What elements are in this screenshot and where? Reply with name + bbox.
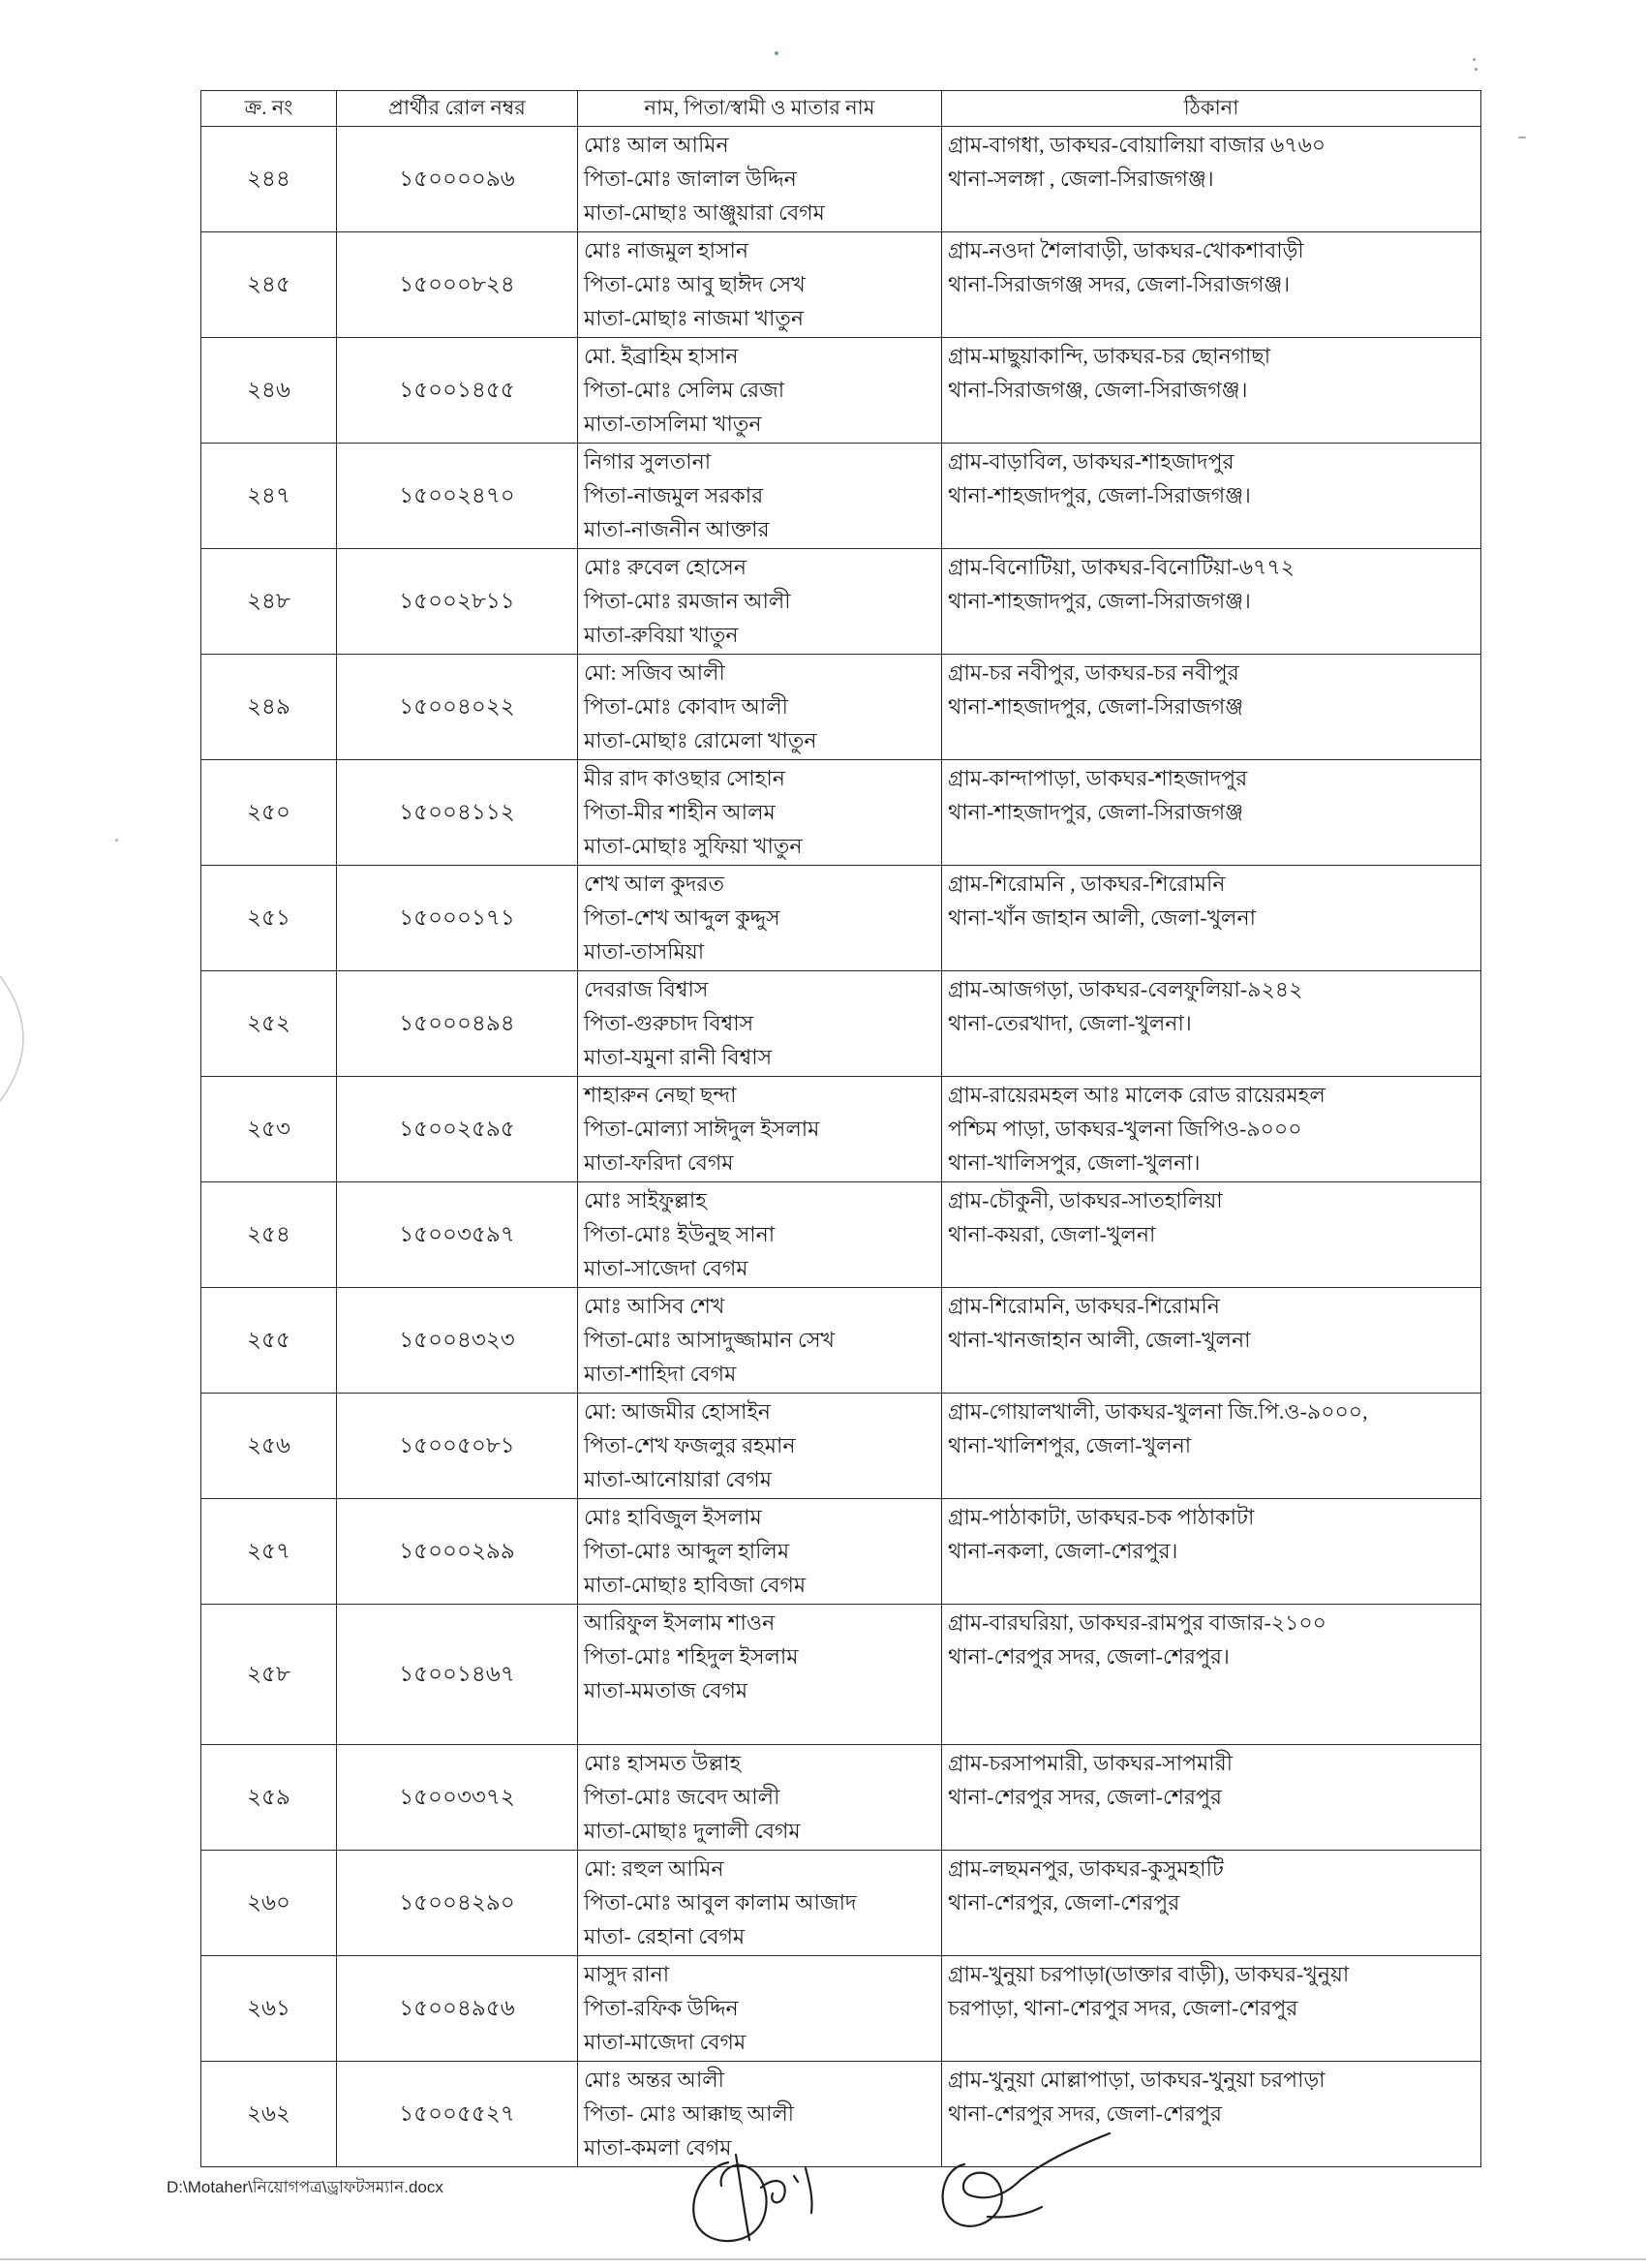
address-line: থানা-তেরখাদা, জেলা-খুলনা।	[948, 1011, 1192, 1035]
serial-cell: ২৫৯	[201, 1745, 337, 1851]
roll-cell: ১৫০০৫০৮১	[337, 1394, 578, 1499]
mother-line: মাতা-মোছাঃ দুলালী বেগম	[584, 1819, 801, 1843]
address-line: গ্রাম-শিরোমনি , ডাকঘর-শিরোমনি	[948, 872, 1226, 896]
table-row	[201, 1182, 1481, 1288]
address-line: থানা-সিরাজগঞ্জ, জেলা-সিরাজগঞ্জ।	[948, 378, 1248, 402]
table-row	[201, 866, 1481, 971]
father-line: পিতা- মোঃ আক্কাছ আলী	[584, 2101, 795, 2126]
roll-cell: ১৫০০৪৩২৩	[337, 1288, 578, 1394]
serial-cell: ২৫২	[201, 971, 337, 1077]
address-cell	[942, 760, 1481, 866]
serial-cell: ২৪৬	[201, 338, 337, 444]
address-line: গ্রাম-চৌকুনী, ডাকঘর-সাতহালিয়া	[948, 1188, 1223, 1212]
table-row	[201, 971, 1481, 1077]
address-cell	[942, 1605, 1481, 1745]
address-cell	[942, 1394, 1481, 1499]
serial-cell: ২৫৬	[201, 1394, 337, 1499]
father-line: পিতা-মোঃ আসাদুজ্জামান সেখ	[584, 1328, 835, 1352]
names-cell	[578, 1745, 942, 1851]
address-line: থানা-নকলা, জেলা-শেরপুর।	[948, 1539, 1178, 1563]
address-line: থানা-খানজাহান আলী, জেলা-খুলনা	[948, 1328, 1251, 1352]
names-cell	[578, 444, 942, 549]
header-names: নাম, পিতা/স্বামী ও মাতার নাম	[578, 91, 942, 127]
mother-line: মাতা-তাসলিমা খাতুন	[584, 412, 762, 436]
roll-cell: ১৫০০০৮২৪	[337, 232, 578, 338]
serial-cell: ২৪৪	[201, 127, 337, 232]
address-line: থানা-খালিসপুর, জেলা-খুলনা।	[948, 1150, 1201, 1175]
address-line: গ্রাম-আজগড়া, ডাকঘর-বেলফুলিয়া-৯২৪২	[948, 977, 1303, 1001]
address-cell	[942, 1288, 1481, 1394]
serial-cell: ২৬০	[201, 1851, 337, 1956]
name-line: শেখ আল কুদরত	[584, 872, 725, 896]
names-cell	[578, 1182, 942, 1288]
address-cell	[942, 338, 1481, 444]
address-line: গ্রাম-বাড়াবিল, ডাকঘর-শাহজাদপুর	[948, 449, 1234, 474]
name-line: মোঃ আল আমিন	[584, 133, 729, 157]
father-line: পিতা-নাজমুল সরকার	[584, 483, 764, 507]
table-row	[201, 1745, 1481, 1851]
header-serial: ক্র. নং	[201, 91, 337, 127]
serial-cell: ২৬২	[201, 2062, 337, 2167]
scan-speck	[775, 51, 778, 55]
table-row	[201, 1956, 1481, 2062]
candidate-table	[200, 90, 1481, 2167]
address-line: থানা-শেরপুর সদর, জেলা-শেরপুর	[948, 1785, 1223, 1809]
address-line: থানা-শাহজাদপুর, জেলা-সিরাজগঞ্জ	[948, 694, 1243, 719]
signature-right	[943, 2133, 1110, 2226]
serial-cell: ২৫৫	[201, 1288, 337, 1394]
names-cell	[578, 549, 942, 655]
address-line: থানা-শাহজাদপুর, জেলা-সিরাজগঞ্জ	[948, 800, 1243, 824]
scan-speck	[1475, 68, 1478, 71]
name-line: মো: সজিব আলী	[584, 660, 725, 685]
hole-punch-shadow	[0, 968, 39, 1109]
father-line: পিতা-মোঃ শহিদুল ইসলাম	[584, 1644, 799, 1669]
mother-line: মাতা-মোছাঃ হাবিজা বেগম	[584, 1573, 807, 1597]
table-row	[201, 1288, 1481, 1394]
father-line: পিতা-শেখ ফজলুর রহমান	[584, 1433, 796, 1457]
name-line: মাসুদ রানা	[584, 1962, 670, 1986]
address-line: থানা-শাহজাদপুর, জেলা-সিরাজগঞ্জ।	[948, 483, 1251, 507]
signature-left	[693, 2155, 811, 2241]
name-line: মীর রাদ কাওছার সোহান	[584, 766, 785, 790]
father-line: পিতা-মোঃ জালাল উদ্দিন	[584, 167, 797, 191]
mother-line: মাতা- রেহানা বেগম	[584, 1924, 746, 1948]
mother-line: মাতা-মোছাঃ রোমেলা খাতুন	[584, 728, 817, 752]
mother-line: মাতা-মোছাঃ আঞ্জুয়ারা বেগম	[584, 200, 825, 225]
roll-cell: ১৫০০২৪৭০	[337, 444, 578, 549]
father-line: পিতা-মোঃ জবেদ আলী	[584, 1785, 780, 1809]
father-line: পিতা-মীর শাহীন আলম	[584, 800, 776, 824]
address-line: চরপাড়া, থানা-শেরপুর সদর, জেলা-শেরপুর	[948, 1996, 1298, 2020]
roll-cell: ১৫০০০৪৯৪	[337, 971, 578, 1077]
names-cell	[578, 1956, 942, 2062]
scan-speck	[1518, 137, 1526, 138]
name-line: মোঃ সাইফুল্লাহ	[584, 1188, 707, 1212]
table-header-row	[201, 91, 1481, 127]
address-line: গ্রাম-শিরোমনি, ডাকঘর-শিরোমনি	[948, 1294, 1220, 1318]
header-roll: প্রার্থীর রোল নম্বর	[337, 91, 578, 127]
names-cell	[578, 760, 942, 866]
mother-line: মাতা-মোছাঃ নাজমা খাতুন	[584, 306, 805, 330]
table-body	[201, 127, 1481, 2167]
table-row	[201, 655, 1481, 760]
father-line: পিতা-মোঃ রমজান আলী	[584, 589, 791, 613]
file-path-footer: D:\Motaher\নিয়োগপত্র\ড্রাফটসম্যান.docx	[167, 2178, 443, 2196]
serial-cell: ২৪৯	[201, 655, 337, 760]
father-line: পিতা-মোঃ কোবাদ আলী	[584, 694, 788, 719]
address-line: গ্রাম-খুনুয়া মোল্লাপাড়া, ডাকঘর-খুনুয়া চরপাড়া	[948, 2068, 1326, 2092]
table-row	[201, 127, 1481, 232]
mother-line: মাতা-সাজেদা বেগম	[584, 1256, 748, 1280]
address-line: পশ্চিম পাড়া, ডাকঘর-খুলনা জিপিও-৯০০০	[948, 1117, 1302, 1141]
name-line: দেবরাজ বিশ্বাস	[584, 977, 709, 1001]
name-line: মো: রহুল আমিন	[584, 1856, 724, 1881]
names-cell	[578, 655, 942, 760]
roll-cell: ১৫০০০২৯৯	[337, 1499, 578, 1605]
mother-line: মাতা-নাজনীন আক্তার	[584, 517, 770, 541]
table-row	[201, 1499, 1481, 1605]
address-line: থানা-সলঙ্গা , জেলা-সিরাজগঞ্জ।	[948, 167, 1214, 191]
address-line: গ্রাম-বারঘরিয়া, ডাকঘর-রামপুর বাজার-২১০০	[948, 1610, 1326, 1635]
name-line: মোঃ অন্তর আলী	[584, 2068, 724, 2092]
serial-cell: ২৪৭	[201, 444, 337, 549]
address-cell	[942, 866, 1481, 971]
father-line: পিতা-মোঃ আব্দুল হালিম	[584, 1539, 790, 1563]
roll-cell: ১৫০০৩৩৭২	[337, 1745, 578, 1851]
father-line: পিতা-রফিক উদ্দিন	[584, 1996, 739, 2020]
signatures	[668, 2126, 1133, 2256]
address-line: গ্রাম-রায়েরমহল আঃ মালেক রোড রায়েরমহল	[948, 1083, 1326, 1107]
names-cell	[578, 1605, 942, 1745]
address-line: গ্রাম-গোয়ালখালী, ডাকঘর-খুলনা জি.পি.ও-৯০০০,	[948, 1399, 1368, 1424]
roll-cell: ১৫০০০১৭১	[337, 866, 578, 971]
address-line: গ্রাম-খুনুয়া চরপাড়া(ডাক্তার বাড়ী), ডাকঘর-খুনুয়া	[948, 1962, 1350, 1986]
scan-speck	[115, 839, 118, 842]
name-line: শাহারুন নেছা ছন্দা	[584, 1083, 737, 1107]
names-cell	[578, 1499, 942, 1605]
roll-cell: ১৫০০৪০২২	[337, 655, 578, 760]
serial-cell: ২৫৭	[201, 1499, 337, 1605]
serial-cell: ২৫১	[201, 866, 337, 971]
address-line: গ্রাম-চরসাপমারী, ডাকঘর-সাপমারী	[948, 1751, 1234, 1775]
header-address: ঠিকানা	[942, 91, 1481, 127]
names-cell	[578, 338, 942, 444]
father-line: পিতা-শেখ আব্দুল কুদ্দুস	[584, 905, 780, 930]
address-cell	[942, 232, 1481, 338]
name-line: মোঃ হাবিজুল ইসলাম	[584, 1505, 762, 1529]
roll-cell: ১৫০০২৫৯৫	[337, 1077, 578, 1182]
names-cell	[578, 1288, 942, 1394]
address-cell	[942, 1745, 1481, 1851]
roll-cell: ১৫০০৪৯৫৬	[337, 1956, 578, 2062]
mother-line: মাতা-মোছাঃ সুফিয়া খাতুন	[584, 834, 803, 858]
father-line: পিতা-মোঃ আবুল কালাম আজাদ	[584, 1890, 857, 1915]
address-line: গ্রাম-মাছুয়াকান্দি, ডাকঘর-চর ছোনগাছা	[948, 344, 1271, 368]
names-cell	[578, 971, 942, 1077]
address-cell	[942, 655, 1481, 760]
mother-line: মাতা-ফরিদা বেগম	[584, 1150, 734, 1175]
name-line: মোঃ নাজমুল হাসান	[584, 238, 749, 262]
mother-line: মাতা-কমলা বেগম	[584, 2135, 732, 2160]
address-cell	[942, 1077, 1481, 1182]
address-line: গ্রাম-পাঠাকাটা, ডাকঘর-চক পাঠাকাটা	[948, 1505, 1255, 1529]
father-line: পিতা-গুরুচাদ বিশ্বাস	[584, 1011, 754, 1035]
table-row	[201, 1077, 1481, 1182]
names-cell	[578, 1851, 942, 1956]
address-line: গ্রাম-বিনোটিয়া, ডাকঘর-বিনোটিয়া-৬৭৭২	[948, 555, 1295, 579]
name-line: আরিফুল ইসলাম শাওন	[584, 1610, 776, 1635]
names-cell	[578, 1394, 942, 1499]
serial-cell: ২৫৪	[201, 1182, 337, 1288]
mother-line: মাতা-তাসমিয়া	[584, 939, 705, 964]
serial-cell: ২৫৩	[201, 1077, 337, 1182]
serial-cell: ২৪৫	[201, 232, 337, 338]
address-cell	[942, 1956, 1481, 2062]
table-row	[201, 338, 1481, 444]
names-cell	[578, 1077, 942, 1182]
address-line: থানা-শাহজাদপুর, জেলা-সিরাজগঞ্জ।	[948, 589, 1251, 613]
address-line: গ্রাম-চর নবীপুর, ডাকঘর-চর নবীপুর	[948, 660, 1239, 685]
roll-cell: ১৫০০০০৯৬	[337, 127, 578, 232]
address-cell	[942, 1851, 1481, 1956]
father-line: পিতা-মোঃ ইউনুছ সানা	[584, 1222, 776, 1246]
address-line: থানা-কয়রা, জেলা-খুলনা	[948, 1222, 1156, 1246]
name-line: মোঃ হাসমত উল্লাহ	[584, 1751, 742, 1775]
address-cell	[942, 1182, 1481, 1288]
mother-line: মাতা-মমতাজ বেগম	[584, 1678, 748, 1702]
roll-cell: ১৫০০১৪৫৫	[337, 338, 578, 444]
scan-speck	[1473, 58, 1476, 61]
name-line: মোঃ আসিব শেখ	[584, 1294, 725, 1318]
address-line: থানা-খাঁন জাহান আলী, জেলা-খুলনা	[948, 905, 1256, 930]
father-line: পিতা-মোল্যা সাঈদুল ইসলাম	[584, 1117, 820, 1141]
roll-cell: ১৫০০৩৫৯৭	[337, 1182, 578, 1288]
roll-cell: ১৫০০১৪৬৭	[337, 1605, 578, 1745]
address-line: থানা-শেরপুর, জেলা-শেরপুর	[948, 1890, 1180, 1915]
mother-line: মাতা-যমুনা রানী বিশ্বাস	[584, 1045, 773, 1069]
mother-line: মাতা-রুবিয়া খাতুন	[584, 623, 739, 647]
address-line: গ্রাম-লছমনপুর, ডাকঘর-কুসুমহাটি	[948, 1856, 1224, 1881]
table-row	[201, 549, 1481, 655]
address-line: গ্রাম-বাগধা, ডাকঘর-বোয়ালিয়া বাজার ৬৭৬০	[948, 133, 1326, 157]
names-cell	[578, 866, 942, 971]
roll-cell: ১৫০০৪১১২	[337, 760, 578, 866]
father-line: পিতা-মোঃ আবু ছাঈদ সেখ	[584, 272, 806, 296]
table-row	[201, 1851, 1481, 1956]
address-line: গ্রাম-কান্দাপাড়া, ডাকঘর-শাহজাদপুর	[948, 766, 1248, 790]
address-cell	[942, 127, 1481, 232]
serial-cell: ২৫৮	[201, 1605, 337, 1745]
table-row	[201, 760, 1481, 866]
address-line: গ্রাম-নওদা শৈলাবাড়ী, ডাকঘর-খোকশাবাড়ী	[948, 238, 1304, 262]
name-line: মো: আজমীর হোসাইন	[584, 1399, 771, 1424]
address-line: থানা-খালিশপুর, জেলা-খুলনা	[948, 1433, 1192, 1457]
address-cell	[942, 1499, 1481, 1605]
mother-line: মাতা-আনোয়ারা বেগম	[584, 1467, 772, 1491]
address-line: থানা-শেরপুর সদর, জেলা-শেরপুর	[948, 2101, 1223, 2126]
table-row	[201, 1394, 1481, 1499]
roll-cell: ১৫০০৪২৯০	[337, 1851, 578, 1956]
address-line: থানা-সিরাজগঞ্জ সদর, জেলা-সিরাজগঞ্জ।	[948, 272, 1291, 296]
roll-cell: ১৫০০৫৫২৭	[337, 2062, 578, 2167]
address-cell	[942, 444, 1481, 549]
table-row	[201, 232, 1481, 338]
address-line: থানা-শেরপুর সদর, জেলা-শেরপুর।	[948, 1644, 1230, 1669]
page-edge-line	[0, 2258, 1646, 2260]
names-cell	[578, 232, 942, 338]
address-cell	[942, 971, 1481, 1077]
table-row	[201, 444, 1481, 549]
name-line: মো. ইব্রাহিম হাসান	[584, 344, 739, 368]
name-line: নিগার সুলতানা	[584, 449, 712, 474]
serial-cell: ২৬১	[201, 1956, 337, 2062]
mother-line: মাতা-মাজেদা বেগম	[584, 2030, 747, 2054]
table-row	[201, 1605, 1481, 1745]
serial-cell: ২৫০	[201, 760, 337, 866]
address-cell	[942, 549, 1481, 655]
names-cell	[578, 127, 942, 232]
roll-cell: ১৫০০২৮১১	[337, 549, 578, 655]
name-line: মোঃ রুবেল হোসেন	[584, 555, 747, 579]
father-line: পিতা-মোঃ সেলিম রেজা	[584, 378, 785, 402]
serial-cell: ২৪৮	[201, 549, 337, 655]
mother-line: মাতা-শাহিদা বেগম	[584, 1362, 737, 1386]
